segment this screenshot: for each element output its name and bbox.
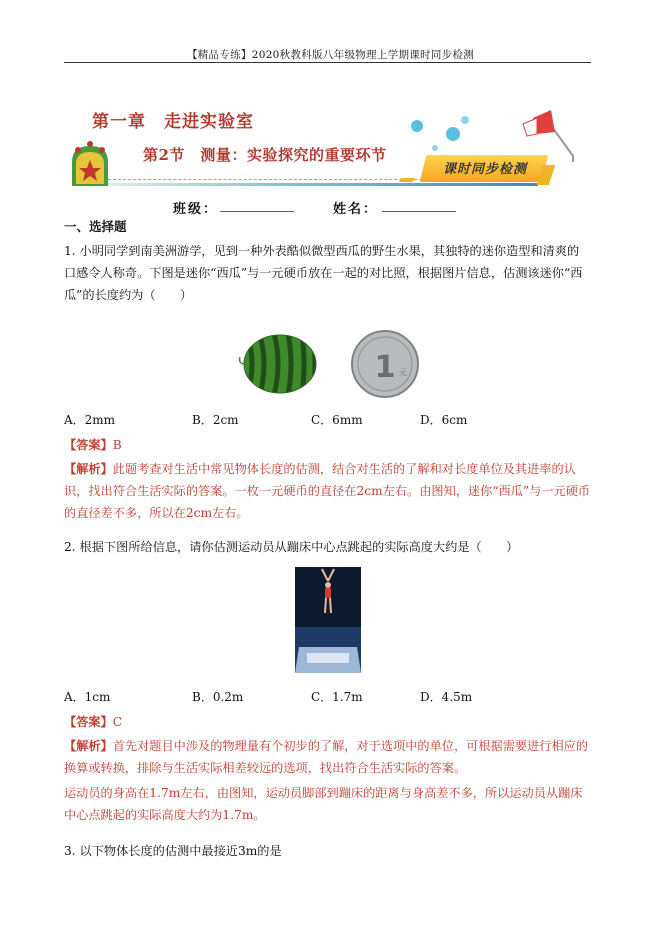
coin-unit: 元	[399, 368, 407, 377]
section-title: 第2节 测量：实验探究的重要环节	[143, 146, 387, 164]
tag-label: 课时同步检测	[442, 162, 527, 177]
question-3-stem: 3. 以下物体长度的估测中最接近3m的是	[64, 844, 282, 858]
answer-value: C	[112, 715, 123, 729]
q2-option-d[interactable]: D．4.5m	[420, 690, 473, 704]
question-2-stem: 2. 根据下图所给信息，请你估测运动员从蹦床中心点跳起的实际高度大约是（ ）	[64, 540, 519, 554]
badge-logo	[70, 140, 110, 188]
q2-analysis-continued: 运动员的身高在1.7m左右，由图知，运动员脚部到蹦床的距离与身高差不多，所以运动员从蹦床中心点跳起的实际高度大约为1.7m。	[64, 786, 583, 822]
answer-label: 【答案】	[64, 438, 113, 452]
watermelon-image	[238, 333, 318, 395]
banner-line	[108, 183, 538, 186]
analysis-label: 【解析】	[64, 462, 113, 476]
q2-analysis	[64, 735, 594, 779]
trampoline-photo	[295, 567, 361, 673]
analysis-label: 【解析】	[64, 739, 113, 753]
q1-option-d[interactable]: D．6cm	[420, 413, 468, 427]
q1-option-b[interactable]: B．2cm	[192, 413, 239, 427]
q2-option-a[interactable]: A．1cm	[64, 690, 111, 704]
q1-option-c[interactable]: C．6mm	[311, 413, 363, 427]
q2-option-b[interactable]: B．0.2m	[192, 690, 244, 704]
tag-stripe	[399, 178, 415, 182]
class-label: 班级：	[173, 202, 219, 217]
q2-option-c[interactable]: C．1.7m	[311, 690, 363, 704]
q2-answer	[64, 711, 122, 733]
header-rule	[64, 62, 591, 63]
question-1-stem: 1. 小明同学到南美洲游学，见到一种外表酷似微型西瓜的野生水果，其独特的迷你造型和清爽的口感令人称奇。下图是迷你“西瓜”与一元硬币放在一起的对比照，根据图片信息，估测该迷你“西瓜”的长度约为（ ）	[64, 244, 583, 302]
q1-option-a[interactable]: A．2mm	[64, 413, 116, 427]
section-heading: 一、选择题	[64, 219, 127, 234]
name-label: 姓名：	[333, 202, 379, 217]
q1-answer	[64, 434, 122, 456]
analysis-text: 首先对题目中涉及的物理量有个初步的了解，对于选项中的单位，可根据需要进行相应的换算或转换，排除与生活实际相差较远的选项，找出符合生活实际的答案。	[64, 739, 589, 775]
coin-numeral: 1	[374, 350, 396, 385]
q1-analysis	[64, 458, 594, 524]
answer-value: B	[112, 438, 122, 452]
analysis-text: 此题考查对生活中常见物体长度的估测，结合对生活的了解和对长度单位及其进率的认识，找出符合生活实际的答案。一枚一元硬币的直径在2cm左右。由图知，迷你“西瓜”与一元硬币的直径差不多，所以在2cm左右。	[64, 462, 591, 520]
chapter-title: 第一章 走进实验室	[92, 112, 254, 132]
name-blank[interactable]	[382, 211, 456, 212]
answer-label: 【答案】	[64, 715, 113, 729]
class-blank[interactable]	[220, 211, 294, 212]
page-header: 【精品专练】2020秋教科版八年级物理上学期课时同步检测	[186, 49, 475, 61]
coin-image	[349, 329, 421, 399]
